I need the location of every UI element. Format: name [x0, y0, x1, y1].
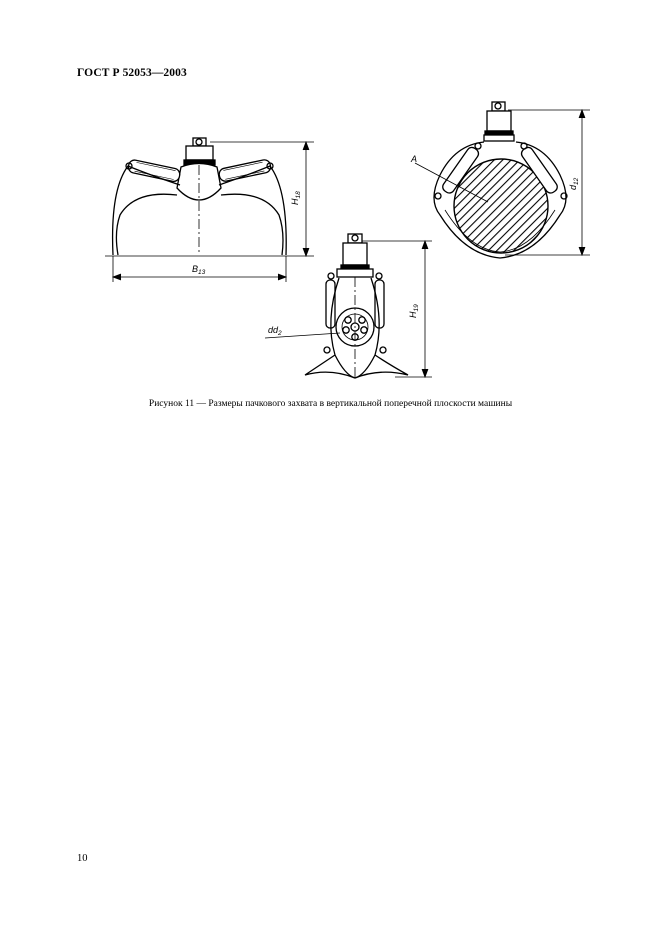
dim-label-h18: $H_{18}$: [290, 191, 302, 205]
document-header: ГОСТ Р 52053—2003: [77, 67, 187, 79]
section-label-a: A: [411, 154, 418, 164]
grapple-closed-view: [305, 234, 408, 380]
grapple-open-view: [113, 138, 287, 255]
dim-label-h19: $H_{19}$: [408, 304, 420, 318]
page-number: 10: [77, 853, 88, 864]
dim-label-d12: $d_{12}$: [568, 177, 580, 190]
dim-label-b13: $B_{13}$: [192, 264, 206, 276]
grapple-log-view: [434, 102, 567, 258]
dim-label-dd2: $dd_2$: [268, 325, 282, 337]
figure-caption: Рисунок 11 — Размеры пачкового захвата в вертикальной поперечной плоскости машины: [148, 399, 513, 409]
grapple-dimensions-figure: [0, 90, 661, 390]
